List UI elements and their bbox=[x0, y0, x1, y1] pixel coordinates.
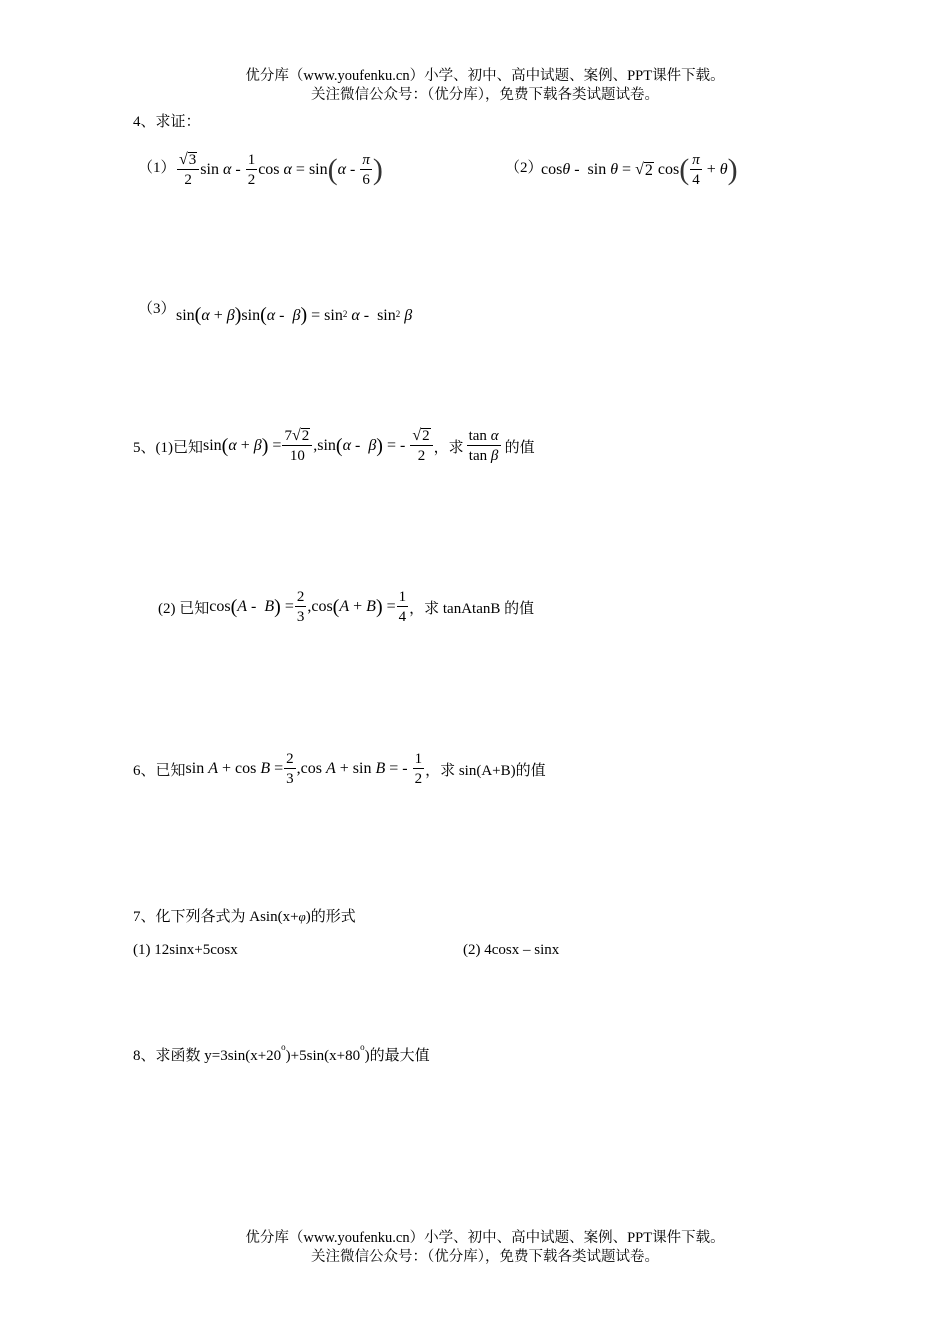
q7-part1: (1) 12sinx+5cosx bbox=[133, 942, 238, 958]
q4-part1-label: （1） bbox=[138, 160, 176, 176]
q8 bbox=[133, 1044, 430, 1065]
q5-part2-ask: ，求 tanAtanB 的值 bbox=[409, 600, 535, 617]
q6-prefix: 6、已知 bbox=[133, 762, 186, 779]
q8-text-a: 8、求函数 y=3sin(x+20 bbox=[133, 1048, 282, 1064]
q7-title bbox=[133, 905, 356, 926]
q5-part2-prefix: (2) 已知 bbox=[158, 600, 210, 617]
q5-part2-formula: cos ( A - B ) = $\frac{2}{3}$ ,cos ( A + B ) = $\frac{1}{4}$ bbox=[209, 589, 407, 625]
q6-ask: ，求 sin(A+B)的值 bbox=[425, 762, 546, 779]
q7-phi: φ bbox=[298, 909, 306, 924]
q4-part3-formula: sin ( α + β ) sin ( α - β ) = sin $^2$ α - sin $^2$ β bbox=[176, 304, 413, 326]
q5-part1-target: $\frac{\text{tan α}}{\text{tan β}}$ bbox=[468, 428, 499, 464]
q7-part2: (2) 4cosx – sinx bbox=[463, 942, 560, 958]
q5-part1-tail: 的值 bbox=[504, 439, 535, 456]
q6-formula: sin A + cos B = $\frac{2}{3}$ ,cos A + sin B = - $\frac{1}{2}$ bbox=[185, 751, 423, 787]
footer-line-1: 优分库（www.youfenku.cn）小学、初中、高中试题、案例、PPT课件下载。 bbox=[245, 1230, 725, 1246]
q5-part1 bbox=[133, 423, 535, 469]
q4-title: 4、求证： bbox=[133, 114, 201, 130]
q5-part2 bbox=[158, 584, 534, 630]
q5-part1-ask: ，求 bbox=[433, 439, 464, 456]
header-line-1: 优分库（www.youfenku.cn）小学、初中、高中试题、案例、PPT课件下载。 bbox=[245, 68, 725, 84]
q6 bbox=[133, 746, 546, 792]
q4-part1-formula: √ 3 2 sin α - $\frac{1}{2}$ cos α = sin ( α - $\frac{\pi}{6}$ ) bbox=[179, 151, 383, 188]
q8-text-b: )+5sin(x+80 bbox=[285, 1048, 361, 1064]
q8-text-c: )的最大值 bbox=[364, 1048, 430, 1064]
q4-part2-formula: cos θ - sin θ = √ 2 cos ( $\frac{\pi}{4}$ + θ ) bbox=[541, 152, 738, 188]
footer-line-2: 关注微信公众号：（优分库），免费下载各类试题试卷。 bbox=[311, 1249, 659, 1265]
q7-title-b: )的形式 bbox=[305, 909, 356, 925]
q8-degree-2: o bbox=[360, 1042, 365, 1052]
q4-part3-label: （3） bbox=[138, 301, 176, 317]
q8-degree-1: o bbox=[281, 1042, 286, 1052]
q5-part1-prefix: 5、(1)已知 bbox=[133, 439, 203, 456]
q7-title-a: 7、化下列各式为 Asin(x+ bbox=[133, 909, 299, 925]
q5-part1-formula: sin ( α + β ) = 7 √ 2 10 ,sin ( α - β ) = - √ 2 2 bbox=[203, 428, 434, 464]
header-line-2: 关注微信公众号：（优分库），免费下载各类试题试卷。 bbox=[311, 87, 659, 103]
q4-part2-label: （2） bbox=[505, 160, 543, 176]
